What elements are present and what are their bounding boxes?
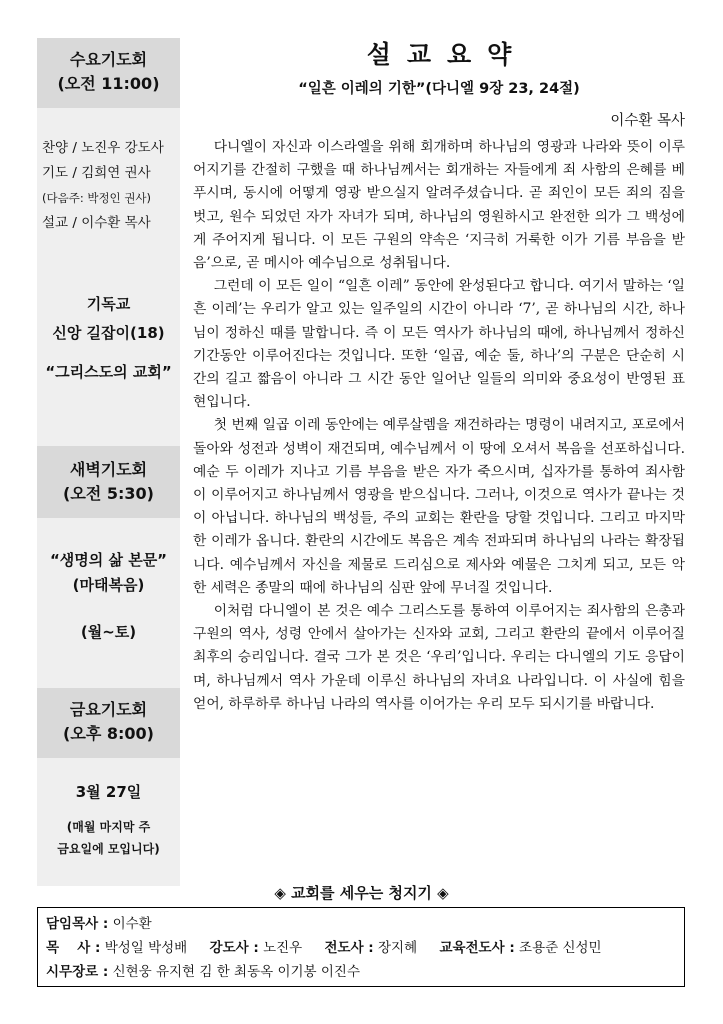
dawn-line1: “생명의 삶 본문” [49,551,168,569]
role-praise: 찬양 / 노진우 강도사 [42,140,164,156]
friday-details [37,758,180,886]
wednesday-title: 수요기도회 [69,50,148,69]
sermon-paragraph-2: 그런데 이 모든 일이 “일흔 이레” 동안에 완성된다고 합니다. 여기서 말하는 ‘일흔 이레’는 우리가 알고 있는 일주일의 시간이 아니라 ‘7’, 곧 하나님의 시간, 하나님이 정하신 때를 말합니다. 즉 이 모든 역사가 하나님의 때에, 하나님께서 정하신 기간동안 이루어진다는 것입니다. 또한 ‘일곱, 예순 둘, 하나’의 구분은 단순히 시간의 길고 짧음이 아니라 그 시간 동안 일어난 일들의 의미와 중요성이 반영된 표현입니다. [193,278,685,411]
wednesday-time: (오전 11:00) [57,74,160,93]
wednesday-details [37,108,180,446]
dawn-text [37,548,180,645]
edu-evangelist-label: 교육전도사 : [439,940,515,956]
staff-line-3 [46,960,676,984]
stewards-title: ◈ 교회를 세우는 청지기 ◈ [274,884,449,902]
stewards-box [37,907,685,987]
friday-time: (오후 8:00) [63,724,154,743]
sermon-title: 설교요약 [366,40,528,69]
preacher-name: 노진우 [263,940,303,956]
pastor-names: 박성일 박성배 [104,940,188,956]
senior-pastor-label: 담임목사 : [46,916,109,932]
staff-line-1 [46,912,676,936]
sermon-paragraph-3: 첫 번째 일곱 이레 동안에는 예루살렘을 재건하라는 명령이 내려지고, 포로에서 돌아와 성전과 성벽이 재건되며, 예수님께서 이 땅에 오셔서 복음을 선포하십니다. 예순 두 이레가 지나고 기름 부음을 받은 자가 죽으시며, 십자가를 통하여 죄사함이 이루어지고 하나님께서 영광을 받으십니다. 그러나, 이것으로 역사가 끝나는 것이 아닙니다. 하나님의 백성들, 주의 교회는 환란을 당할 것입니다. 그리고 마지막 한 이레가 옵니다. 환란의 시간에도 복음은 계속 전파되며 하나님의 나라는 확장됩니다. 예수님께서 자신을 제물로 드리심으로 제사와 예물은 그치게 되고, 모든 악한 세력은 종말의 때에 하나님의 심판 앞에 무너질 것입니다. [193,417,685,596]
sidebar [37,38,180,886]
wednesday-header [37,38,180,108]
sermon-subtitle: “일흔 이레의 기한”(다니엘 9장 23, 24절) [298,81,580,97]
friday-title: 금요기도회 [69,700,148,719]
pastor-label: 목 사 : [46,940,101,956]
dawn-line3: (월~토) [80,623,137,641]
study-line3: “그리스도의 교회” [45,363,172,381]
sermon-paragraph-1: 다니엘이 자신과 이스라엘을 위해 회개하며 하나님의 영광과 나라와 뜻이 이루어지기를 간절히 구했을 때 하나님께서는 회개하는 자들에게 죄 사함의 은혜를 베푸시며, 동시에 어떻게 영광 받으실지 알려주셨습니다. 곧 죄인이 모든 죄의 짐을 벗고, 원수 되었던 자가 자녀가 되며, 하나님의 영원하시고 완전한 의가 그 백성에게 주어지게 됩니다. 이 모든 구원의 약속은 ‘지극히 거룩한 이가 기름 부음을 받음’으로, 곧 메시아 예수님으로 성취됩니다. [193,139,685,272]
staff-line-2 [46,936,676,960]
role-sermon: 설교 / 이수환 목사 [42,215,151,231]
study-line1: 기독교 [86,295,131,313]
evangelist-name: 장지혜 [378,940,418,956]
role-next-prayer: (다음주: 박정인 권사) [42,191,152,205]
sermon-author: 이수환 목사 [610,113,685,129]
senior-pastor-name: 이수환 [112,916,152,932]
friday-date: 3월 27일 [75,783,142,801]
elders-names: 신현웅 유지현 김 한 최동옥 이기봉 이진수 [112,964,361,980]
role-prayer: 기도 / 김희연 권사 [42,165,151,181]
role-list [37,136,180,236]
friday-header [37,688,180,758]
evangelist-label: 전도사 : [324,940,374,956]
sermon-paragraph-4: 이처럼 다니엘이 본 것은 예수 그리스도를 통하여 이루어지는 죄사함의 은총과 구원의 역사, 성령 안에서 살아가는 신자와 교회, 그리고 환란의 끝에서 이루어질 최후의 승리입니다. 결국 그가 본 것은 ‘우리’입니다. 우리는 다니엘의 기도 응답이며, 하나님께서 역사 가운데 이루신 하나님의 자녀요 나라입니다. 이 사실에 힘을 얻어, 하루하루 하나님 나라의 역사를 이어가는 우리 모두 되시기를 바랍니다. [193,603,685,712]
dawn-header [37,446,180,518]
dawn-details [37,518,180,688]
sermon-section [193,38,685,716]
friday-text [37,780,180,860]
dawn-title: 새벽기도회 [69,460,148,479]
dawn-time: (오전 5:30) [63,484,154,503]
study-block [37,290,180,387]
friday-note2: 금요일에 모입니다) [57,842,160,856]
friday-note1: (매월 마지막 주 [66,820,151,834]
study-line2: 신앙 길잡이(18) [52,324,165,342]
dawn-line2: (마태복음) [72,576,145,594]
preacher-label: 강도사 : [209,940,259,956]
elders-label: 시무장로 : [46,964,109,980]
sermon-body [193,136,685,716]
edu-evangelist-names: 조용준 신성민 [519,940,602,956]
